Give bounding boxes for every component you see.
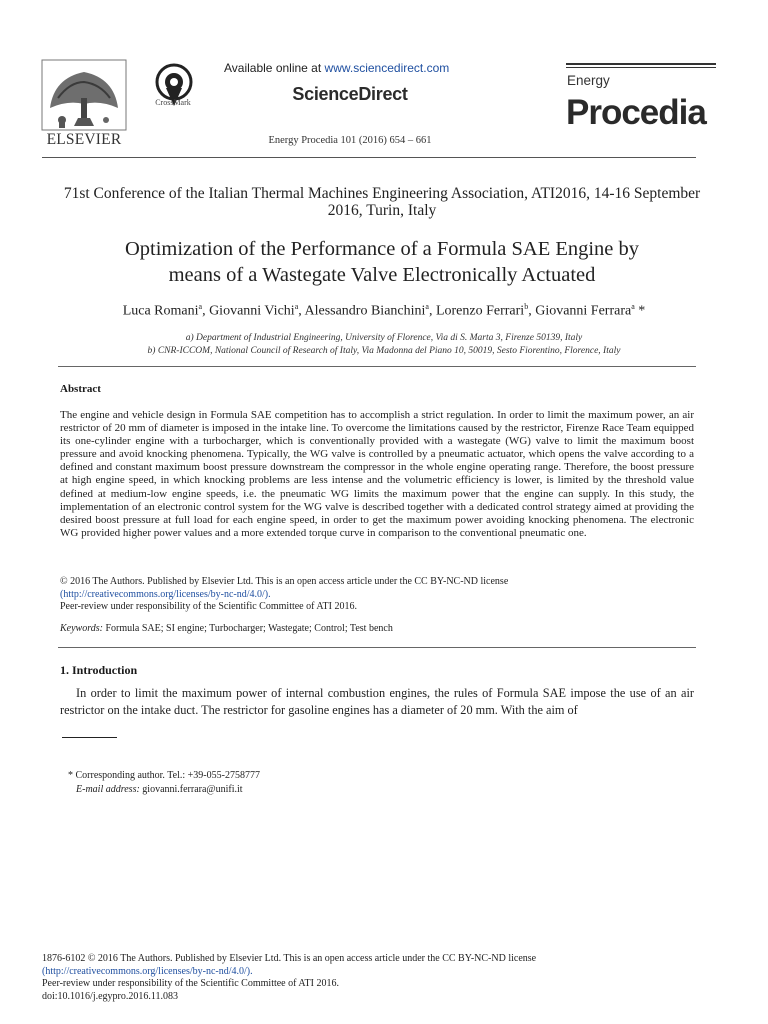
crossmark-label: CrossMark <box>155 98 191 107</box>
corresponding-author-footnote: * Corresponding author. Tel.: +39-055-2758777 <box>68 770 260 781</box>
paper-title <box>60 236 704 288</box>
keywords-list: Formula SAE; SI engine; Turbocharger; Wastegate; Control; Test bench <box>102 623 393 634</box>
affiliation-b: b) CNR-ICCOM, National Council of Research of Italy, Via Madonna del Piano 10, 50019, Sesto Fiorentino, Florence, Italy <box>147 346 621 356</box>
abstract-heading: Abstract <box>60 383 101 395</box>
introduction-paragraph: In order to limit the maximum power of internal combustion engines, the rules of Formula SAE impose the use of an air restrictor on the intake duct. The restrictor for gasoline engines has a diameter of 20 mm. With the aim of <box>60 686 694 717</box>
copyright-notice <box>60 576 700 614</box>
author-affil-mark: a <box>631 302 635 311</box>
keywords-label: Keywords: <box>60 623 103 634</box>
page-footer <box>42 953 682 1003</box>
available-online <box>224 61 464 75</box>
footer-peer-review: Peer-review under responsibility of the Scientific Committee of ATI 2016. <box>42 978 339 990</box>
sciencedirect-link[interactable]: www.sciencedirect.com <box>324 61 450 75</box>
author-affil-mark: b <box>524 302 529 311</box>
publisher-name: ELSEVIER <box>46 131 122 148</box>
conference-line: 71st Conference of the Italian Thermal Machines Engineering Association, ATI2016, 14-16 September 2016, Turin, Italy <box>63 185 701 219</box>
header-divider <box>42 157 696 158</box>
brand-rule-top <box>566 63 716 65</box>
author: Alessandro Bianchini <box>304 303 426 319</box>
author-affil-mark: a <box>198 302 203 311</box>
author: Giovanni Ferrara <box>535 303 632 319</box>
paper-title-line-2: means of a Wastegate Valve Electronically Actuated <box>168 264 596 286</box>
author-list: Luca Romani$^a$, Giovanni Vichi$^a$, Alessandro Bianchini$^a$, Lorenzo Ferrari$^b$, Giovanni Ferrara$^a$ * <box>122 302 646 319</box>
paper-title-line-1: Optimization of the Performance of a Formula SAE Engine by <box>124 238 640 260</box>
available-prefix: Available online at <box>224 61 325 75</box>
author: Lorenzo Ferrari <box>435 303 525 319</box>
email-label: E-mail address: <box>76 784 140 795</box>
journal-reference: Energy Procedia 101 (2016) 654 – 661 <box>268 135 432 146</box>
keywords <box>60 623 700 634</box>
corresponding-mark: * <box>634 303 646 319</box>
abstract-body: The engine and vehicle design in Formula SAE competition has to accomplish a strict regulation. In order to limit the maximum power, an air restrictor of 20 mm of diameter is imposed in the intake line. To overcome the limitations caused by the restrictor, Firenze Race Team equipped its one-cylinder engine with a turbocharger, which is conventionally provided with a wastegate (WG) valve to limit the maximum boost pressure and avoid knocking phenomena. Typically, the WG valve is controlled by a pneumatic actuator, which opens the valve according to a defined and constant maximum boost pressure downstream the compressor in the whole engine operating range. Therefore, the boost pressure at high engine speed, in which knocking problems are less intense and the volumetric efficiency is lower, is limited by the threshold value defined at medium-low engine speeds, i.e. the pneumatic WG limits the maximum power that the engine can supply. In this study, the implementation of an electronic control system for the WG valve is described together with a dedicated control strategy aimed at providing the desired boost pressure at full load for each engine speed, in order to get the maximum power avoiding knocking phenomena. The electronic WG provided higher power values and a more extended torque curve in comparison to the conventional pneumatic one. <box>60 409 694 539</box>
journal-brand-procedia: Procedia <box>566 93 706 132</box>
footer-issn-line: 1876-6102 © 2016 The Authors. Published by Elsevier Ltd. This is an open access article under the CC BY-NC-ND license <box>42 953 537 964</box>
author: Giovanni Vichi <box>209 303 295 319</box>
email-address[interactable]: giovanni.ferrara@unifi.it <box>139 784 243 795</box>
author: Luca Romani <box>122 303 199 319</box>
footer-doi[interactable]: doi:10.1016/j.egypro.2016.11.083 <box>42 990 179 1002</box>
author-affil-mark: a <box>425 302 429 311</box>
sciencedirect-logo: ScienceDirect <box>292 84 408 104</box>
affiliation-a: a) Department of Industrial Engineering, University of Florence, Via di S. Marta 3, Firenze 50139, Italy <box>185 333 583 343</box>
license-link[interactable]: (http://creativecommons.org/licenses/by-nc-nd/4.0/). <box>60 588 271 600</box>
journal-brand-energy: Energy <box>567 73 610 88</box>
author-affil-mark: a <box>294 302 299 311</box>
peer-review-line: Peer-review under responsibility of the Scientific Committee of ATI 2016. <box>60 601 357 612</box>
abstract-bottom-rule <box>58 647 696 648</box>
footer-license-link[interactable]: (http://creativecommons.org/licenses/by-nc-nd/4.0/). <box>42 965 253 977</box>
abstract-top-rule <box>58 366 696 367</box>
footnote-rule <box>62 737 117 738</box>
section-heading-introduction: 1. Introduction <box>60 663 138 677</box>
email-footnote <box>76 784 243 795</box>
brand-rule-bottom <box>566 67 716 68</box>
copyright-line: © 2016 The Authors. Published by Elsevier Ltd. This is an open access article under the CC BY-NC-ND license <box>60 576 509 587</box>
